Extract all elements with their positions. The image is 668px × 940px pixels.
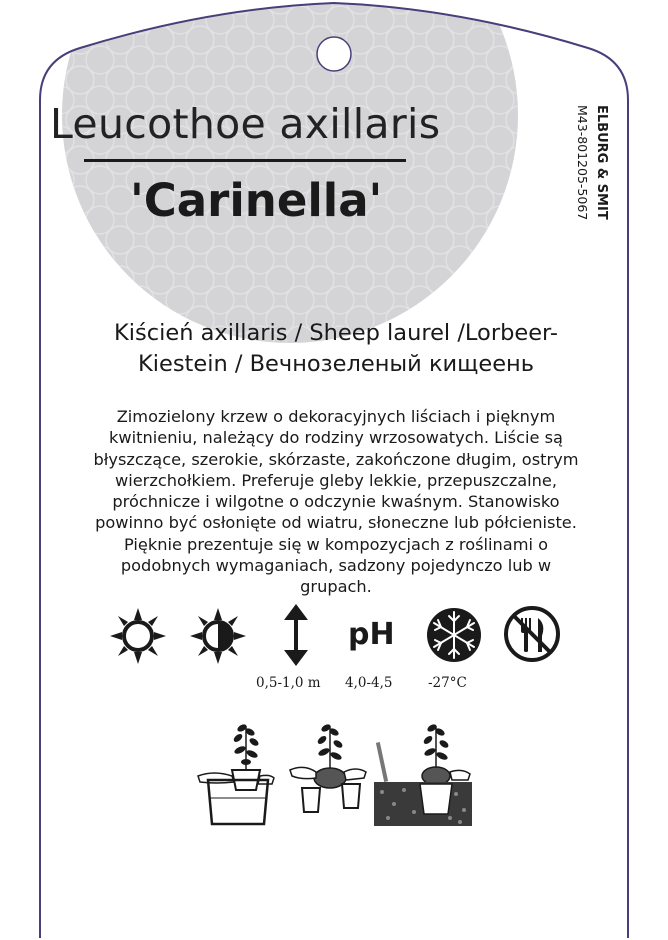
common-names (60, 318, 612, 380)
description-line: kwitnieniu, należący do rodziny wrzosowatych. Liście są (109, 428, 563, 448)
description-line: wierzchołkiem. Preferuje gleby lekkie, przepuszczalne, (114, 470, 558, 490)
height-caption: 0,5-1,0 m (256, 675, 321, 691)
sun-icon (108, 606, 168, 666)
ph-caption: 4,0-4,5 (345, 675, 393, 691)
common-names-line: Kiestein / Вечнозеленый кищеень (137, 351, 535, 377)
ph-icon: pH (348, 617, 395, 652)
hang-hole (317, 37, 351, 71)
cultivar-name: 'Carinella' (130, 174, 383, 227)
description-line: błyszczące, szerokie, skórzaste, zakończone długim, ostrym (93, 449, 579, 469)
hardiness-caption: -27°C (428, 675, 467, 691)
common-names-line: Kiścień axillaris / Sheep laurel /Lorbeer- (114, 320, 558, 346)
title-divider (84, 159, 406, 162)
description-line: Zimozielony krzew o dekoracyjnych liściach i pięknym (116, 407, 556, 426)
description-line: Pięknie prezentuje się w kompozycjach z roślinami o (123, 534, 549, 554)
description-line: próchnicze i wilgotne o odczynie kwaśnym. Stanowisko (112, 492, 560, 512)
side-label (572, 105, 612, 255)
plant-description (62, 406, 610, 598)
not-edible-icon (502, 604, 562, 664)
latin-name: Leucothoe axillaris (50, 100, 441, 148)
description-line: podobnych wymaganiach, sadzony pojedynczo lub w (120, 556, 552, 576)
remove-pot-step-icon (288, 718, 368, 818)
product-code: M43-801205-5067 (575, 105, 590, 221)
height-arrow-icon (282, 604, 310, 666)
half-shade-icon (188, 606, 248, 666)
water-pot-step-icon (196, 718, 276, 826)
brand-name: ELBURG & SMIT (594, 105, 609, 220)
plant-in-soil-step-icon (374, 718, 472, 826)
description-line: powinno być osłonięte od wiatru, słoneczne lub półcieniste. (95, 513, 577, 533)
description-line: grupach. (300, 577, 372, 597)
frost-icon (425, 606, 483, 664)
